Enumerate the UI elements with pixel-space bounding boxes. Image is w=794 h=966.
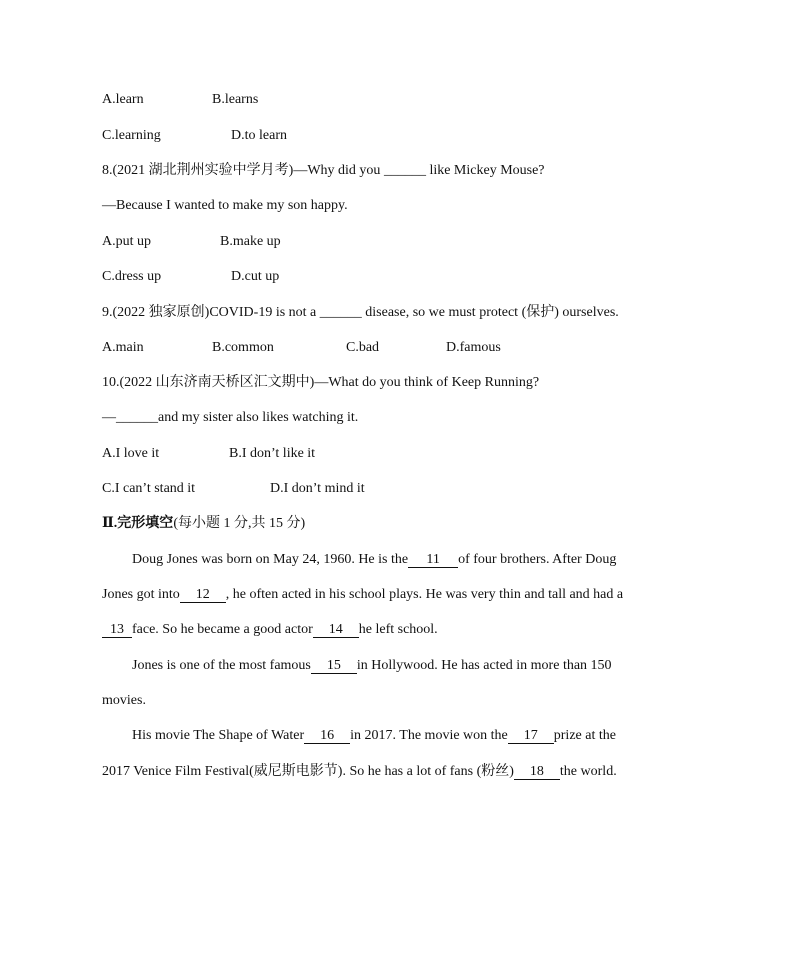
section-2-title: Ⅱ.完形填空 <box>102 516 174 531</box>
q7-option-d: D.to learn <box>231 128 287 143</box>
blank-13[interactable]: 13 <box>102 623 132 638</box>
passage-text: 2017 Venice Film Festival(威尼斯电影节). So he has a lot of fans (粉丝) <box>102 764 514 779</box>
passage-text: , he often acted in his school plays. He was very thin and tall and had a <box>225 587 624 602</box>
passage-text: His movie The Shape of Water <box>132 728 305 743</box>
passage-p1-line-2 <box>102 586 734 604</box>
q10-answer-rest: and my sister also likes watching it. <box>158 410 359 425</box>
blank-15[interactable]: 15 <box>311 659 357 674</box>
passage-p1-line-1 <box>102 551 734 569</box>
passage-text: Doug Jones was born on May 24, 1960. He is the <box>132 552 409 567</box>
q9-option-b: B.common <box>212 340 274 355</box>
passage-text: in 2017. The movie won the <box>350 728 508 743</box>
q9-blank: ______ <box>319 305 362 320</box>
q10-option-a: A.I love it <box>102 446 160 461</box>
q7-option-c: C.learning <box>102 128 161 143</box>
q9-option-c: C.bad <box>346 340 380 355</box>
q9-stem <box>102 304 734 322</box>
q8-option-d: D.cut up <box>231 269 280 284</box>
blank-12[interactable]: 12 <box>180 588 226 603</box>
passage-p3-line-2 <box>102 763 734 781</box>
q7-option-b: B.learns <box>212 92 259 107</box>
q8-blank: ______ <box>383 163 426 178</box>
section-2-note: (每小题 1 分,共 15 分) <box>173 516 306 531</box>
passage-text: face. So he became a good actor <box>132 622 313 637</box>
q10-option-b: B.I don’t like it <box>229 446 316 461</box>
passage-p1-line-3 <box>102 621 734 639</box>
q8-option-a: A.put up <box>102 234 151 249</box>
q9-option-a: A.main <box>102 340 144 355</box>
q9-option-d: D.famous <box>446 340 501 355</box>
q10-dash: — <box>102 410 116 425</box>
blank-17[interactable]: 17 <box>508 729 554 744</box>
passage-p3-line-1 <box>102 727 734 745</box>
q10-answer-line <box>102 409 734 427</box>
blank-16[interactable]: 16 <box>304 729 350 744</box>
q9-stem-pre: 9.(2022 独家原创)COVID-19 is not a <box>102 305 320 320</box>
q8-stem <box>102 162 734 180</box>
q10-blank: ______ <box>116 410 158 425</box>
passage-p2-line-2: movies. <box>102 693 146 708</box>
blank-18[interactable]: 18 <box>514 765 560 780</box>
section-2-heading <box>102 515 734 533</box>
q9-stem-post: disease, so we must protect (保护) ourselves. <box>361 305 619 320</box>
q10-stem: 10.(2022 山东济南天桥区汇文期中)—What do you think of Keep Running? <box>102 375 540 390</box>
q8-answer-line: —Because I wanted to make my son happy. <box>102 198 348 213</box>
passage-text: of four brothers. After Doug <box>458 552 617 567</box>
passage-text: the world. <box>559 764 617 779</box>
passage-text: Jones got into <box>102 587 180 602</box>
passage-text: in Hollywood. He has acted in more than 150 <box>356 658 612 673</box>
q10-option-c: C.I can’t stand it <box>102 481 196 496</box>
passage-text: he left school. <box>358 622 438 637</box>
q8-option-c: C.dress up <box>102 269 162 284</box>
q8-stem-post: like Mickey Mouse? <box>425 163 545 178</box>
q8-stem-pre: 8.(2021 湖北荆州实验中学月考)—Why did you <box>102 163 384 178</box>
passage-p2-line-1 <box>102 657 734 675</box>
q10-option-d: D.I don’t mind it <box>270 481 365 496</box>
q8-option-b: B.make up <box>220 234 281 249</box>
blank-11[interactable]: 11 <box>408 553 458 568</box>
q7-option-a: A.learn <box>102 92 144 107</box>
passage-text: Jones is one of the most famous <box>132 658 311 673</box>
passage-text: prize at the <box>553 728 616 743</box>
blank-14[interactable]: 14 <box>313 623 359 638</box>
